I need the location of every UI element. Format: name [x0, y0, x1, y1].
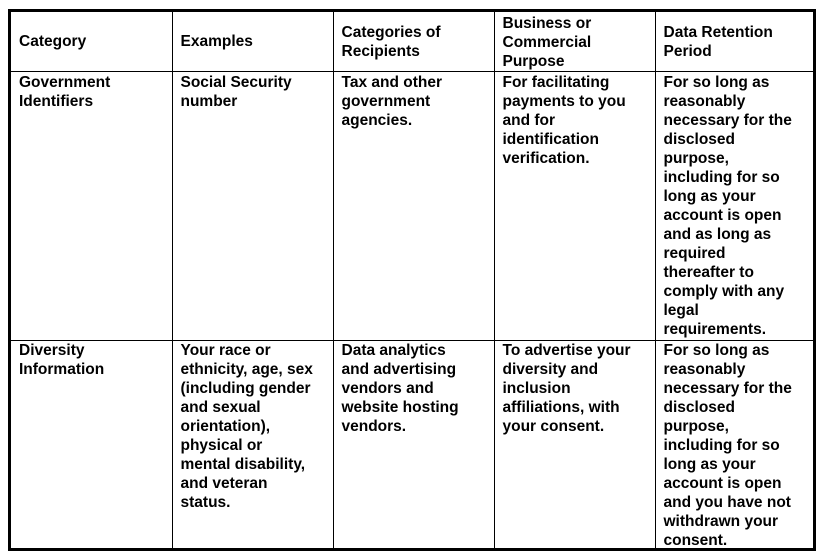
header-data-retention-period: Data Retention Period: [655, 12, 813, 72]
cell-purpose: To advertise your diversity and inclusion affiliations, with your consent.: [494, 341, 655, 551]
cell-examples: Social Security number: [172, 72, 333, 341]
table-row: [11, 341, 813, 551]
header-categories-of-recipients: Categories of Recipients: [333, 12, 494, 72]
table-header-row: [11, 12, 813, 72]
cell-retention: For so long as reasonably necessary for the disclosed purpose, including for so long as your account is open and as long as required thereafter to comply with any legal requirements.: [655, 72, 813, 341]
header-examples: Examples: [172, 12, 333, 72]
cell-category: Government Identifiers: [11, 72, 172, 341]
cell-recipients: Data analytics and advertising vendors and website hosting vendors.: [333, 341, 494, 551]
table-row: [11, 72, 813, 341]
data-retention-table-container: [8, 9, 816, 551]
cell-examples: Your race or ethnicity, age, sex (including gender and sexual orientation), physical or mental disability, and veteran status.: [172, 341, 333, 551]
data-retention-table: [11, 12, 813, 550]
header-category: Category: [11, 12, 172, 72]
cell-category: Diversity Information: [11, 341, 172, 551]
header-business-purpose: Business or Commercial Purpose: [494, 12, 655, 72]
cell-retention: For so long as reasonably necessary for the disclosed purpose, including for so long as your account is open and you have not withdrawn your consent.: [655, 341, 813, 551]
cell-recipients: Tax and other government agencies.: [333, 72, 494, 341]
cell-purpose: For facilitating payments to you and for identification verification.: [494, 72, 655, 341]
